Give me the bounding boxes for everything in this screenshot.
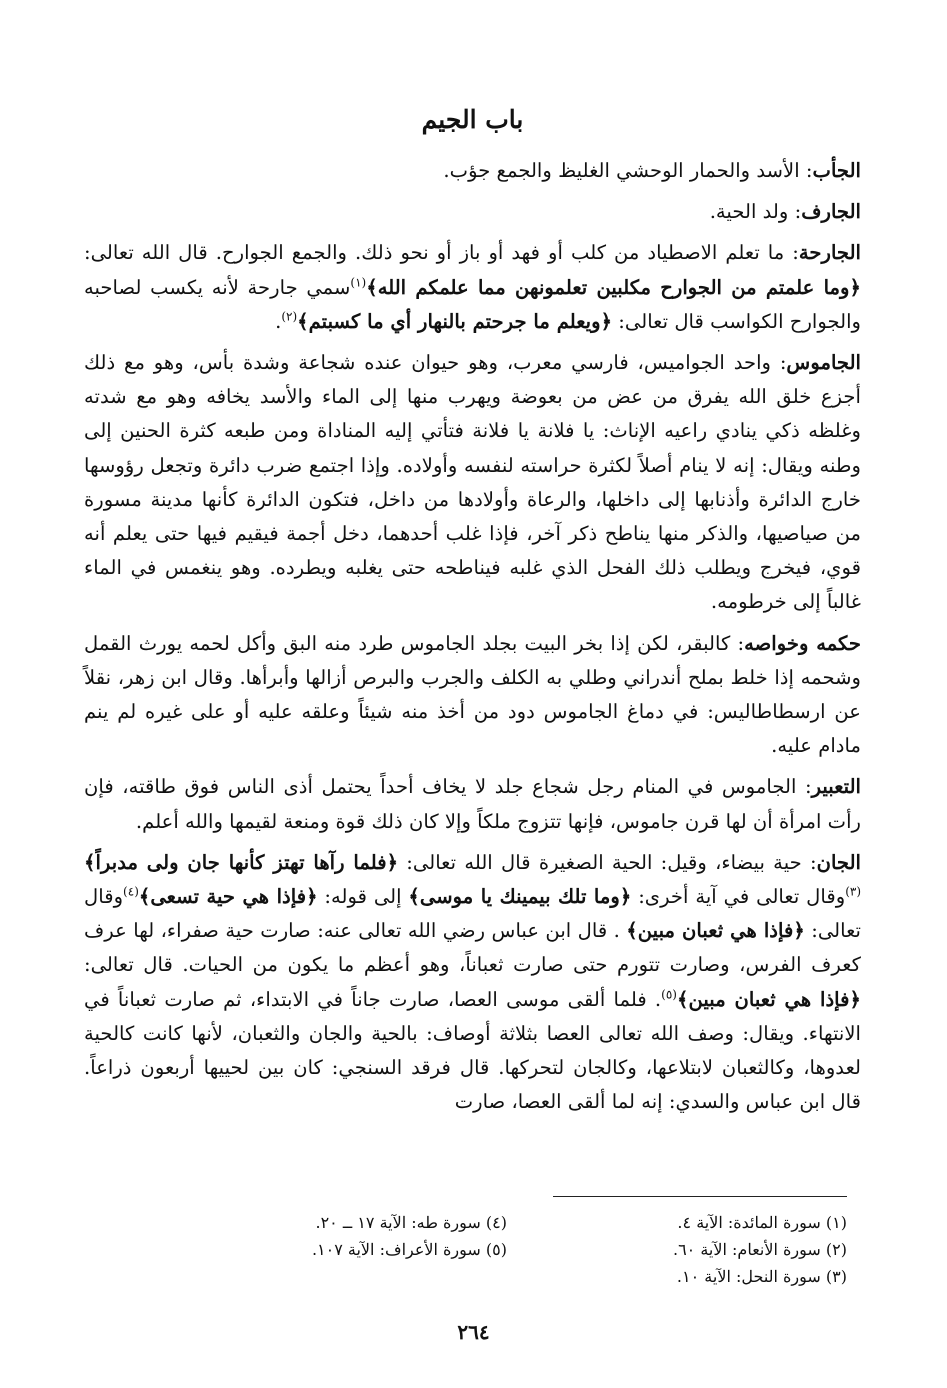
entry-text: : واحد الجواميس، فارسي معرب، وهو حيوان عنده شجاعة وشدة بأس، وهو مع ذلك أجزع خلق الله يفرق من عض من بعوضة ويهرب منها إلى الماء والأسد يخافه وهو مع شدته وغلظه ذكي ينادي راعيه الإناث: يا فلانة يا فلانة فتأتي إليه المناداة ومن طبعه كثرة الحنين إلى وطنه ويقال: إنه لا ينام أصلاً لكثرة حراسته لنفسه وأولاده. وإذا اجتمع ضرب دائرة وتجعل رؤوسها خارج الدائرة وأذنابها إلى داخلها، والرعاة وأولادها من داخل، فتكون الدائرة كأنها مدينة مسورة من صياصيها، والذكر منها يناطح ذكر آخر، فإذا غلب أحدهما، دخل أجمة فيقيم فيها حتى يعلم أنه قوي، فيخرج ويطلب ذلك الفحل الذي غلبه فيناطحه حتى يغلبه ويطرده. وهو ينغمس في الماء غالباً إلى خرطومه. [84, 351, 861, 614]
quran-quote: ﴿وما تلك بيمينك يا موسى﴾ [408, 885, 632, 909]
entry-text: سمي جارحة لأنه يكسب لصاحبه والجوارح الكواسب قال تعالى: [84, 275, 861, 333]
entry-head: الجأب [812, 159, 861, 182]
entry-text: : ولد الحية. [709, 200, 802, 224]
entry-text: . قال ابن عباس رضي الله تعالى عنه: صارت حية صفراء، لها عرف كعرف الفرس، وصارت تتورم حتى صارت ثعباناً، وهو أعظم ما يكون من الحيات. قال تعالى: [84, 919, 861, 977]
entry-head: التعبير [811, 775, 861, 799]
body-text [84, 154, 861, 1119]
quran-quote: ﴿وما علمتم من الجوارح مكلبين تعلمونهن مما علمكم الله﴾ [366, 275, 861, 299]
footnote-ref: (٢) [281, 309, 298, 324]
footnotes [187, 1209, 847, 1290]
page-number: ٢٦٤ [457, 1320, 490, 1344]
quran-quote: ﴿فلما رآها تهتز كأنها جان ولى مدبراً﴾ [84, 850, 399, 874]
entry-jaab [84, 154, 861, 188]
entry-text: : حية بيضاء، وقيل: الحية الصغيرة قال الله تعالى: [398, 850, 817, 874]
entry-jann [84, 846, 861, 1120]
quran-quote: ﴿ويعلم ما جرحتم بالنهار أي ما كسبتم﴾ [297, 309, 613, 333]
entry-jariha [84, 236, 861, 339]
entry-jarif [84, 195, 861, 229]
entry-head: حكمه وخواصه [744, 631, 861, 655]
entry-text: . فلما ألقى موسى العصا، صارت جاناً في الابتداء، ثم صارت ثعباناً في الانتهاء. ويقال: وصف الله تعالى العصا بثلاثة أوصاف: بالحية والجان والثعبان، لأنها كانت كالحية لعدوها، وكالثعبان لابتلاعها، وكالجان لتحركها. قال فرقد السنجي: كان بين لحييها أربعون ذراعاً. قال ابن عباس والسدي: إنه لما ألقى العصا، صارت [84, 987, 861, 1114]
entry-text: : كالبقر، لكن إذا بخر البيت بجلد الجاموس طرد منه البق وأكل لحمه يورث القمل وشحمه إذا خلط بملح أندراني وطلي به الكلف والجرب والبرص أزالها وأبرأها. وقال ابن زهر، نقلاً عن ارسطاطاليس: في دماغ الجاموس دود من أخذ منه شيئاً وعلقه عليه أو على غيره لم ينم مادام عليه. [84, 631, 861, 758]
footnote: (٣) سورة النحل: الآية ١٠. [676, 1267, 847, 1286]
footnote: (٥) سورة الأعراف: الآية ١٠٧. [311, 1240, 507, 1259]
entry-head: الجارحة [798, 241, 861, 265]
entry-text: وقال تعالى: [84, 885, 861, 943]
footnote: (٢) سورة الأنعام: الآية ٦٠. [672, 1240, 847, 1259]
entry-head: الجان [816, 850, 861, 874]
entry-head: الجاموس [786, 351, 861, 375]
entry-text: : الأسد والحمار الوحشي الغليظ والجمع جؤب. [443, 159, 813, 182]
entry-text: : ما تعلم الاصطياد من كلب أو فهد أو باز أو نحو ذلك. والجمع الجوارح. قال الله تعالى: [84, 241, 799, 265]
chapter-title: باب الجيم [421, 105, 524, 134]
footnote-ref: (٥) [661, 987, 677, 1002]
footnote-divider [553, 1196, 847, 1197]
entry-text: . [275, 309, 282, 333]
footnote-ref: (٤) [123, 884, 139, 899]
entry-head: الجارف [801, 200, 861, 224]
footnote-ref: (١) [350, 275, 367, 290]
entry-text: وقال تعالى في آية أخرى: [631, 885, 846, 909]
entry-hukm [84, 627, 861, 764]
quran-quote: ﴿فإذا هي حية تسعى﴾ [138, 885, 318, 909]
footnote-ref: (٣) [845, 884, 862, 899]
entry-text: إلى قوله: [317, 885, 409, 909]
entry-text: : الجاموس في المنام رجل شجاع جلد لا يخاف أحداً يحتمل أذى الناس فوق طاقته، فإن رأت امرأة أن لها قرن جاموس، فإنها تتزوج ملكاً وإلا كان ذلك قوة ومنعة لقيمها والله أعلم. [84, 775, 861, 833]
quran-quote: ﴿فإذا هي ثعبان مبين﴾ [626, 919, 805, 943]
footnote: (١) سورة المائدة: الآية ٤. [677, 1213, 847, 1232]
entry-tabir [84, 770, 861, 838]
entry-jamous [84, 346, 861, 620]
quran-quote: ﴿فإذا هي ثعبان مبين﴾ [676, 987, 861, 1011]
footnote: (٤) سورة طه: الآية ١٧ ــ ٢٠. [315, 1213, 507, 1232]
